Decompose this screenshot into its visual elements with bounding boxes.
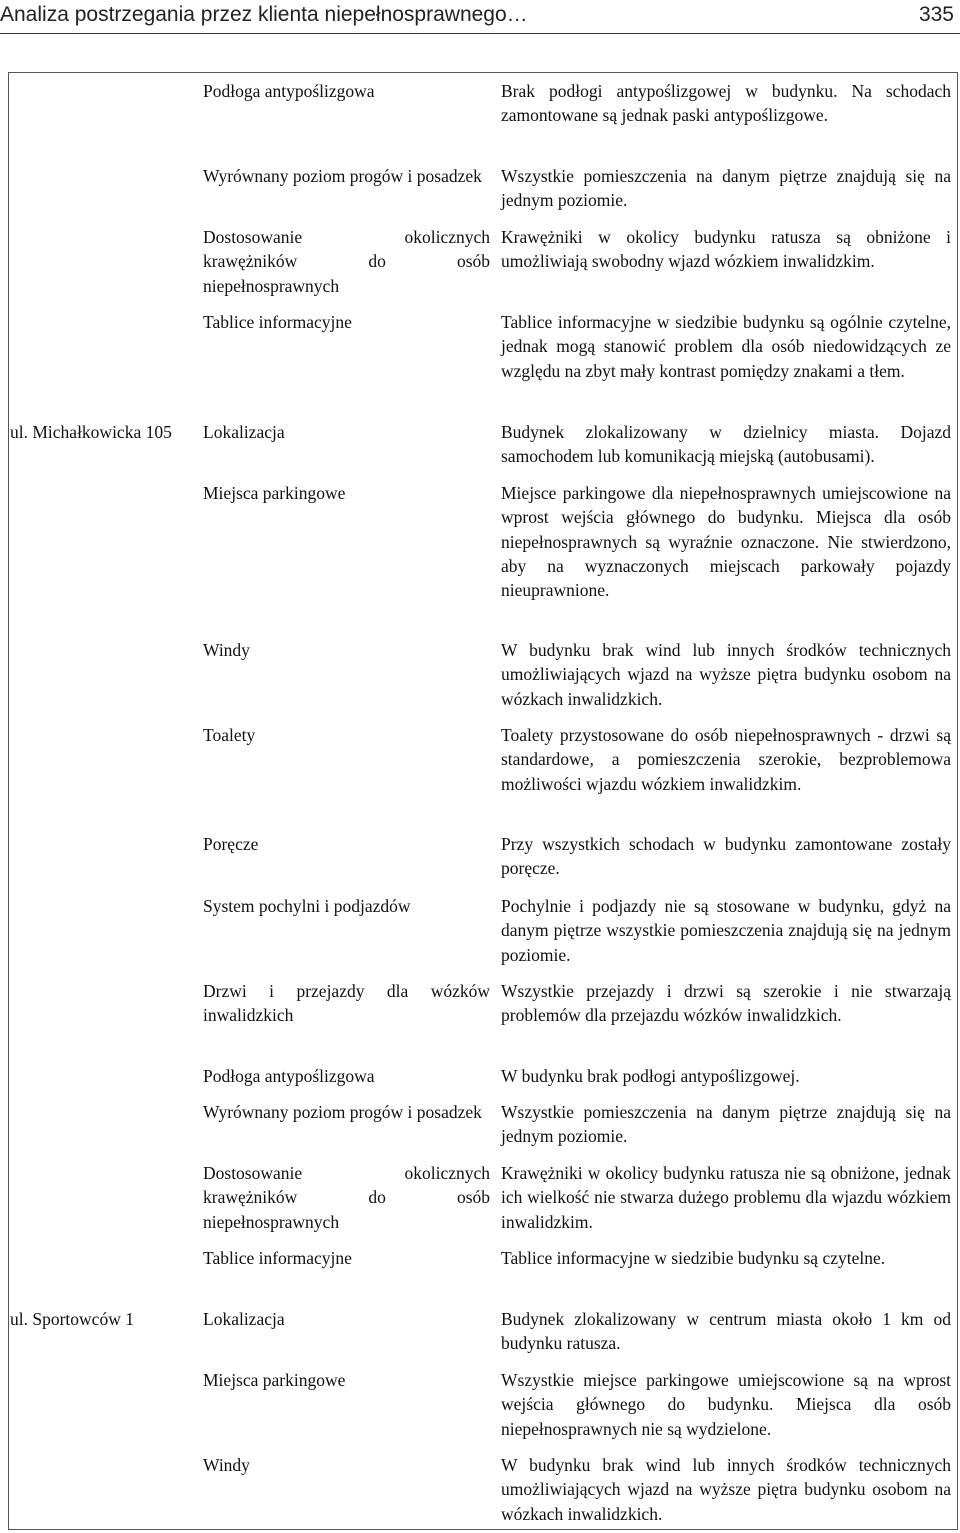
page-number: 335	[918, 3, 954, 26]
description-cell: Krawężniki w okolicy budynku ratusza są obniżone i umożliwiają swobodny wjazd wózkiem inwalidzkim.	[501, 227, 951, 272]
criterion-cell: Toalety	[203, 725, 256, 745]
description-cell: Wszystkie pomieszczenia na danym piętrze znajdują się na jednym poziomie.	[501, 1102, 951, 1147]
location-cell: ul. Michałkowicka 105	[10, 422, 172, 442]
description-cell: Toalety przystosowane do osób niepełnosprawnych - drzwi są standardowe, a pomieszczenia szerokie, bezproblemowa możliwości wjazdu wózkiem inwalidzkim.	[501, 725, 951, 794]
criterion-cell: Podłoga antypoślizgowa	[203, 81, 375, 101]
criterion-cell: Wyrównany poziom progów i posadzek	[203, 1102, 482, 1122]
running-title: Analiza postrzegania przez klienta niepełnosprawnego…	[0, 3, 528, 26]
description-cell: Tablice informacyjne w siedzibie budynku są czytelne.	[501, 1248, 886, 1268]
criterion-cell: Windy	[203, 640, 250, 660]
criterion-cell: Poręcze	[203, 834, 259, 854]
description-cell: Brak podłogi antypoślizgowej w budynku. Na schodach zamontowane są jednak paski antypoślizgowe.	[501, 81, 951, 126]
criterion-cell: Dostosowanie okolicznych krawężników do osób niepełnosprawnych	[203, 1163, 490, 1232]
description-cell: W budynku brak wind lub innych środków technicznych umożliwiających wjazd na wyższe piętra budynku osobom na wózkach inwalidzkich.	[501, 640, 951, 709]
criterion-cell: Drzwi i przejazdy dla wózków inwalidzkich	[203, 981, 490, 1026]
criterion-cell: Podłoga antypoślizgowa	[203, 1066, 375, 1086]
description-cell: Budynek zlokalizowany w dzielnicy miasta. Dojazd samochodem lub komunikacją miejską (autobusami).	[501, 422, 951, 467]
description-cell: Wszystkie pomieszczenia na danym piętrze znajdują się na jednym poziomie.	[501, 166, 951, 211]
criterion-cell: Miejsca parkingowe	[203, 1370, 346, 1390]
criterion-cell: Wyrównany poziom progów i posadzek	[203, 166, 482, 186]
description-cell: Przy wszystkich schodach w budynku zamontowane zostały poręcze.	[501, 834, 951, 879]
criterion-cell: Lokalizacja	[203, 1309, 285, 1329]
header-rule	[0, 33, 960, 34]
criterion-cell: Miejsca parkingowe	[203, 483, 346, 503]
criterion-cell: System pochylni i podjazdów	[203, 896, 411, 916]
description-cell: Wszystkie przejazdy i drzwi są szerokie i nie stwarzają problemów dla przejazdu wózków inwalidzkich.	[501, 981, 951, 1026]
description-cell: W budynku brak wind lub innych środków technicznych umożliwiających wjazd na wyższe piętra budynku osobom na wózkach inwalidzkich.	[501, 1455, 951, 1524]
criterion-cell: Windy	[203, 1455, 250, 1475]
description-cell: Wszystkie miejsce parkingowe umiejscowione są na wprost wejścia głównego do budynku. Miejsca dla osób niepełnosprawnych nie są wydzielone.	[501, 1370, 951, 1439]
description-cell: Budynek zlokalizowany w centrum miasta około 1 km od budynku ratusza.	[501, 1309, 951, 1354]
criterion-cell: Dostosowanie okolicznych krawężników do osób niepełnosprawnych	[203, 227, 490, 296]
description-cell: Tablice informacyjne w siedzibie budynku są ogólnie czytelne, jednak mogą stanowić problem dla osób niedowidzących ze względu na zbyt mały kontrast pomiędzy znakami a tłem.	[501, 312, 951, 381]
location-cell: ul. Sportowców 1	[10, 1309, 134, 1329]
description-cell: Pochylnie i podjazdy nie są stosowane w budynku, gdyż na danym piętrze wszystkie pomieszczenia znajdują się na jednym poziomie.	[501, 896, 951, 965]
description-cell: Miejsce parkingowe dla niepełnosprawnych umiejscowione na wprost wejścia głównego do budynku. Miejsca dla osób niepełnosprawnych są wyraźnie oznaczone. Nie stwierdzono, aby na wyznaczonych miejscach parkowały pojazdy nieuprawnione.	[501, 483, 951, 601]
description-cell: Krawężniki w okolicy budynku ratusza nie są obniżone, jednak ich wielkość nie stwarza dużego problemu dla wjazdu wózkiem inwalidzkim.	[501, 1163, 951, 1232]
description-cell: W budynku brak podłogi antypoślizgowej.	[501, 1066, 800, 1086]
page-header	[0, 0, 960, 33]
criterion-cell: Lokalizacja	[203, 422, 285, 442]
criterion-cell: Tablice informacyjne	[203, 312, 352, 332]
criterion-cell: Tablice informacyjne	[203, 1248, 352, 1268]
